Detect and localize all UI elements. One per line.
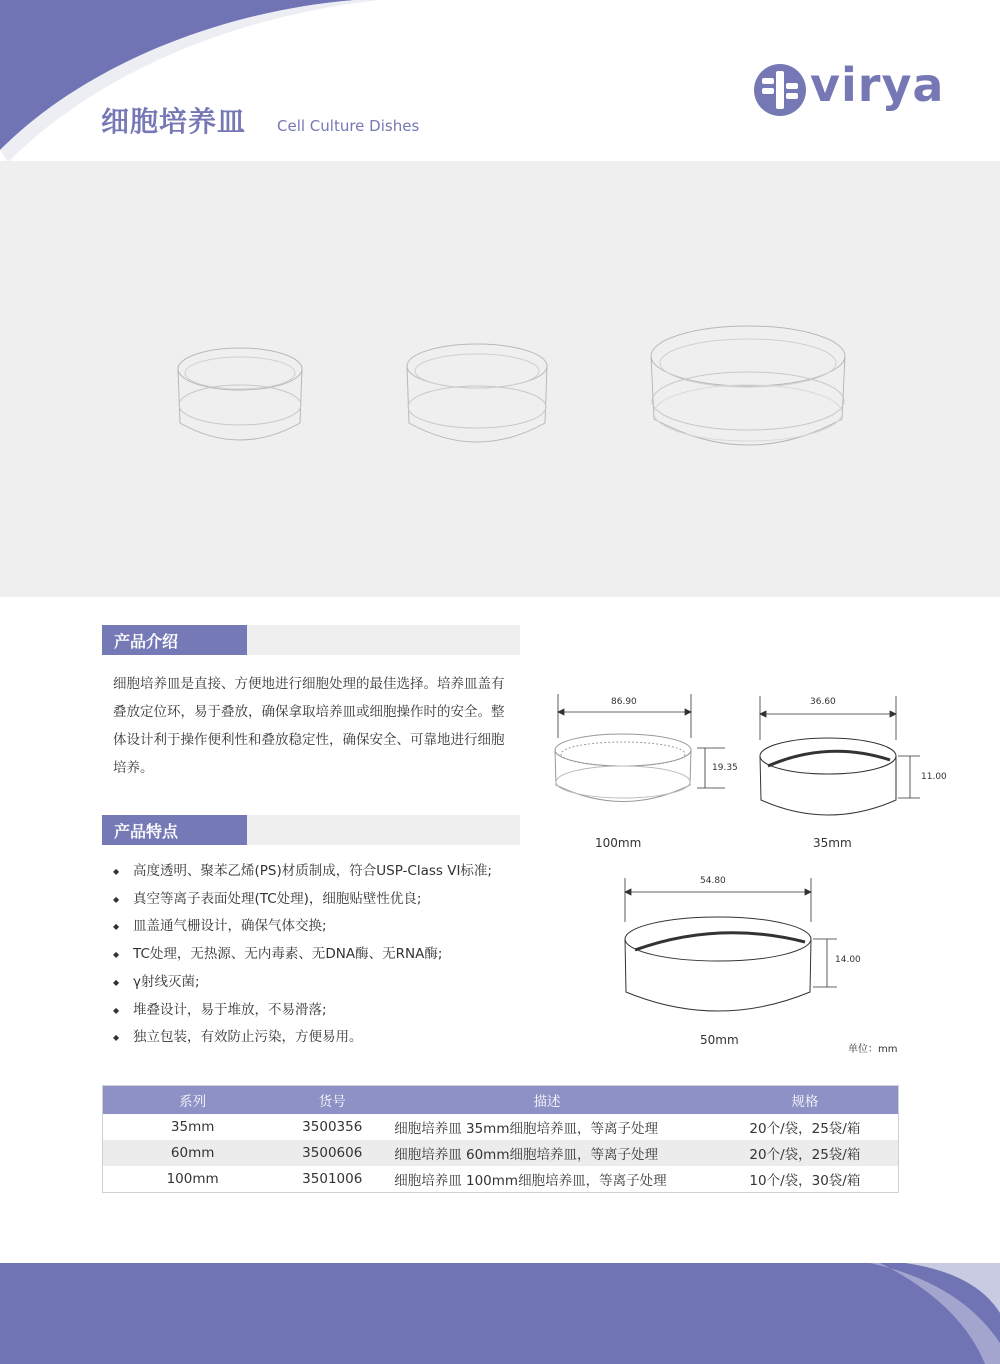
col-catalog: 货号 <box>282 1086 382 1115</box>
logo-wordmark: virya <box>810 58 945 112</box>
caption-100mm: 100mm <box>595 836 642 850</box>
footer-band <box>0 1263 1000 1364</box>
dim-35-height: 11.00 <box>921 772 947 782</box>
cell-spec: 20个/袋，25袋/箱 <box>749 1121 861 1137</box>
table-header-row <box>103 1086 899 1115</box>
intro-section-header <box>102 625 520 655</box>
cell-series: 100mm <box>166 1171 219 1187</box>
col-series: 系列 <box>103 1086 283 1115</box>
caption-35mm: 35mm <box>813 836 852 850</box>
feature-list <box>113 858 533 1052</box>
cell-catalog: 3500606 <box>282 1140 382 1166</box>
dish-100mm-diagram <box>545 690 735 830</box>
dish-35mm-diagram <box>750 690 920 830</box>
table-row <box>103 1140 899 1166</box>
spec-table <box>102 1085 899 1193</box>
dim-35-width: 36.60 <box>810 697 836 707</box>
feature-item: ◆ 独立包装，有效防止污染，方便易用。 <box>113 1024 533 1052</box>
dim-50-width: 54.80 <box>700 876 726 886</box>
cell-spec: 20个/袋，25袋/箱 <box>712 1140 899 1166</box>
feature-item: ◆ 堆叠设计，易于堆放，不易滑落; <box>113 997 533 1025</box>
features-section-header <box>102 815 520 845</box>
cell-spec: 10个/袋，30袋/箱 <box>749 1173 861 1189</box>
dim-100-height: 19.35 <box>712 763 738 773</box>
virya-logo-icon <box>752 62 808 118</box>
cell-series: 35mm <box>170 1119 215 1135</box>
intro-heading: 产品介绍 <box>114 632 179 651</box>
feature-item: ◆ 皿盖通气栅设计，确保气体交换; <box>113 913 533 941</box>
unit-label: 单位：mm <box>848 1044 898 1055</box>
dim-50-height: 14.00 <box>835 955 861 965</box>
page-subtitle: Cell Culture Dishes <box>277 117 420 135</box>
intro-text: 细胞培养皿是直接、方便地进行细胞处理的最佳选择。培养皿盖有叠放定位环，易于叠放，确保拿取培养皿或细胞操作时的安全。整体设计利于操作便利性和叠放稳定性，确保安全、可靠地进行细胞培养。 <box>113 676 505 776</box>
cell-catalog: 3500356 <box>302 1119 363 1135</box>
cell-description: 细胞培养皿 60mm细胞培养皿，等离子处理 <box>382 1140 712 1166</box>
product-photo-area <box>0 161 1000 597</box>
features-heading: 产品特点 <box>114 822 179 841</box>
cell-description: 细胞培养皿 35mm细胞培养皿，等离子处理 <box>394 1121 658 1137</box>
petri-dishes-image <box>0 161 1000 597</box>
table-row <box>103 1114 899 1140</box>
cell-description: 细胞培养皿 100mm细胞培养皿，等离子处理 <box>394 1173 667 1189</box>
dim-100-width: 86.90 <box>611 697 637 707</box>
col-description: 描述 <box>382 1086 712 1115</box>
feature-item: ◆ 高度透明、聚苯乙烯(PS)材质制成，符合USP-Class VI标准; <box>113 858 533 886</box>
page-title: 细胞培养皿 <box>101 105 247 138</box>
caption-50mm: 50mm <box>700 1033 739 1047</box>
dish-50mm-diagram <box>615 872 840 1022</box>
cell-catalog: 3501006 <box>302 1171 363 1187</box>
cell-series: 60mm <box>103 1140 283 1166</box>
feature-item: ◆ γ射线灭菌; <box>113 969 533 997</box>
col-spec: 规格 <box>712 1086 899 1115</box>
table-row <box>103 1166 899 1193</box>
feature-item: ◆ 真空等离子表面处理(TC处理)，细胞贴壁性优良; <box>113 886 533 914</box>
feature-item: ◆ TC处理，无热源、无内毒素、无DNA酶、无RNA酶; <box>113 941 533 969</box>
